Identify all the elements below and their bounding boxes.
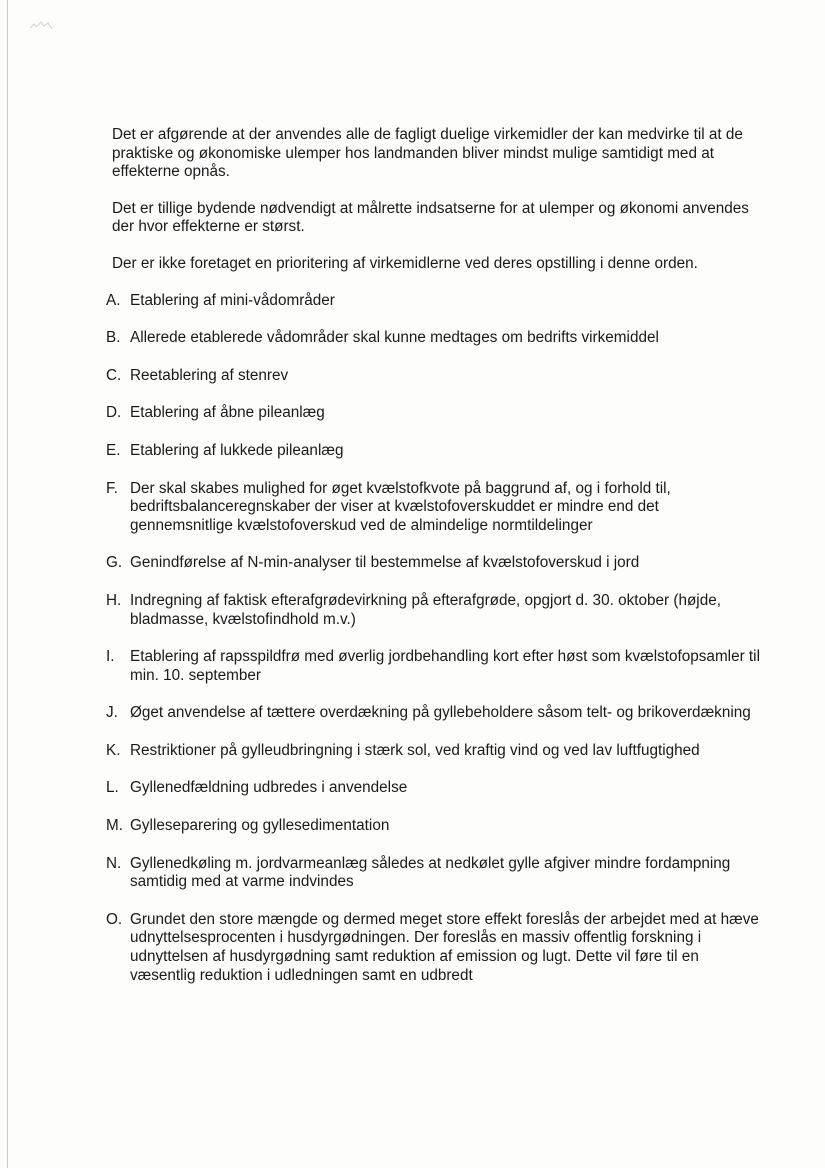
list-item-letter: H. <box>106 591 122 609</box>
list-item-text: Etablering af åbne pileanlæg <box>130 404 325 422</box>
list-item-i <box>106 648 766 685</box>
list-item-h <box>106 592 766 629</box>
list-item-text: Gyllenedfældning udbredes i anvendelse <box>130 779 408 797</box>
list-item-letter: C. <box>106 366 122 384</box>
list-item-o <box>106 911 766 985</box>
intro-paragraph-3: Der er ikke foretaget en prioritering af virkemidlerne ved deres opstilling i denne orden. <box>112 254 698 272</box>
list-item-d <box>106 404 766 423</box>
list-item-text: Reetablering af stenrev <box>130 366 289 384</box>
list-item-letter: J. <box>106 704 118 722</box>
list-item-text: Etablering af rapsspildfrø med øverlig jordbehandling kort efter høst som kvælstofopsamler til min. 10. september <box>130 648 760 684</box>
list-item-letter: M. <box>106 817 123 835</box>
list-item-b <box>106 329 766 348</box>
measures-list <box>106 292 766 986</box>
list-item-letter: G. <box>106 554 123 572</box>
list-item-letter: L. <box>106 779 119 797</box>
list-item-text: Etablering af mini-vådområder <box>130 291 335 309</box>
scan-artifact-icon <box>28 18 54 34</box>
list-item-letter: D. <box>106 404 122 422</box>
list-item-letter: E. <box>106 441 121 459</box>
list-item-text: Gyllenedkøling m. jordvarmeanlæg således at nedkølet gylle afgiver mindre fordampning samtidig med at varme indvindes <box>130 854 731 891</box>
list-item-n <box>106 855 766 892</box>
list-item-letter: O. <box>106 910 123 928</box>
list-item-a <box>106 292 766 311</box>
list-item-text: Grundet den store mængde og dermed meget store effekt foreslås der arbejdet med at hæve udnyttelsesprocenten i husdyrgødningen. Der foreslås en massiv offentlig forskning i udnyttelsen af husdyrgødning samt reduktion af emission og lugt. Dette vil føre til en væsentlig reduktion i udledningen samt en udbredt <box>130 910 759 984</box>
list-item-letter: N. <box>106 854 122 872</box>
list-item-letter: K. <box>106 741 121 759</box>
list-item-e <box>106 442 766 461</box>
list-item-text: Allerede etablerede vådområder skal kunne medtages om bedrifts virkemiddel <box>130 329 659 347</box>
scan-edge-line <box>7 0 8 1168</box>
intro-paragraph-2: Det er tillige bydende nødvendigt at målrette indsatserne for at ulemper og økonomi anvendes der hvor effekterne er størst. <box>112 199 749 236</box>
list-item-text: Genindførelse af N-min-analyser til bestemmelse af kvælstofoverskud i jord <box>130 554 640 572</box>
list-item-l <box>106 779 766 798</box>
list-item-text: Indregning af faktisk efterafgrødevirkning på efterafgrøde, opgjort d. 30. oktober (højde, bladmasse, kvælstofindhold m.v.) <box>130 591 721 628</box>
list-item-c <box>106 367 766 386</box>
list-item-letter: I. <box>106 648 115 666</box>
list-item-letter: A. <box>106 291 121 309</box>
list-item-text: Øget anvendelse af tættere overdækning på gyllebeholdere såsom telt- og brikoverdækning <box>130 704 751 722</box>
list-item-letter: F. <box>106 479 118 497</box>
list-item-f <box>106 480 766 536</box>
list-item-text: Gylleseparering og gyllesedimentation <box>130 817 390 835</box>
list-item-m <box>106 817 766 836</box>
list-item-k <box>106 742 766 761</box>
list-item-text: Restriktioner på gylleudbringning i stærk sol, ved kraftig vind og ved lav luftfugtighed <box>130 741 700 759</box>
intro-paragraph-1: Det er afgørende at der anvendes alle de fagligt duelige virkemidler der kan medvirke til at de praktiske og økonomiske ulemper hos landmanden bliver mindst mulige samtidigt med at effekterne opnås. <box>112 126 743 181</box>
list-item-j <box>106 704 766 723</box>
list-item-letter: B. <box>106 329 121 347</box>
list-item-text: Etablering af lukkede pileanlæg <box>130 441 344 459</box>
document-body <box>106 126 766 985</box>
list-item-text: Der skal skabes mulighed for øget kvælstofkvote på baggrund af, og i forhold til, bedriftsbalanceregnskaber der viser at kvælstofoverskuddet er mindre end det gennemsnitlige kvælstofoverskud ved de almindelige normtildelinger <box>130 479 671 534</box>
list-item-g <box>106 554 766 573</box>
